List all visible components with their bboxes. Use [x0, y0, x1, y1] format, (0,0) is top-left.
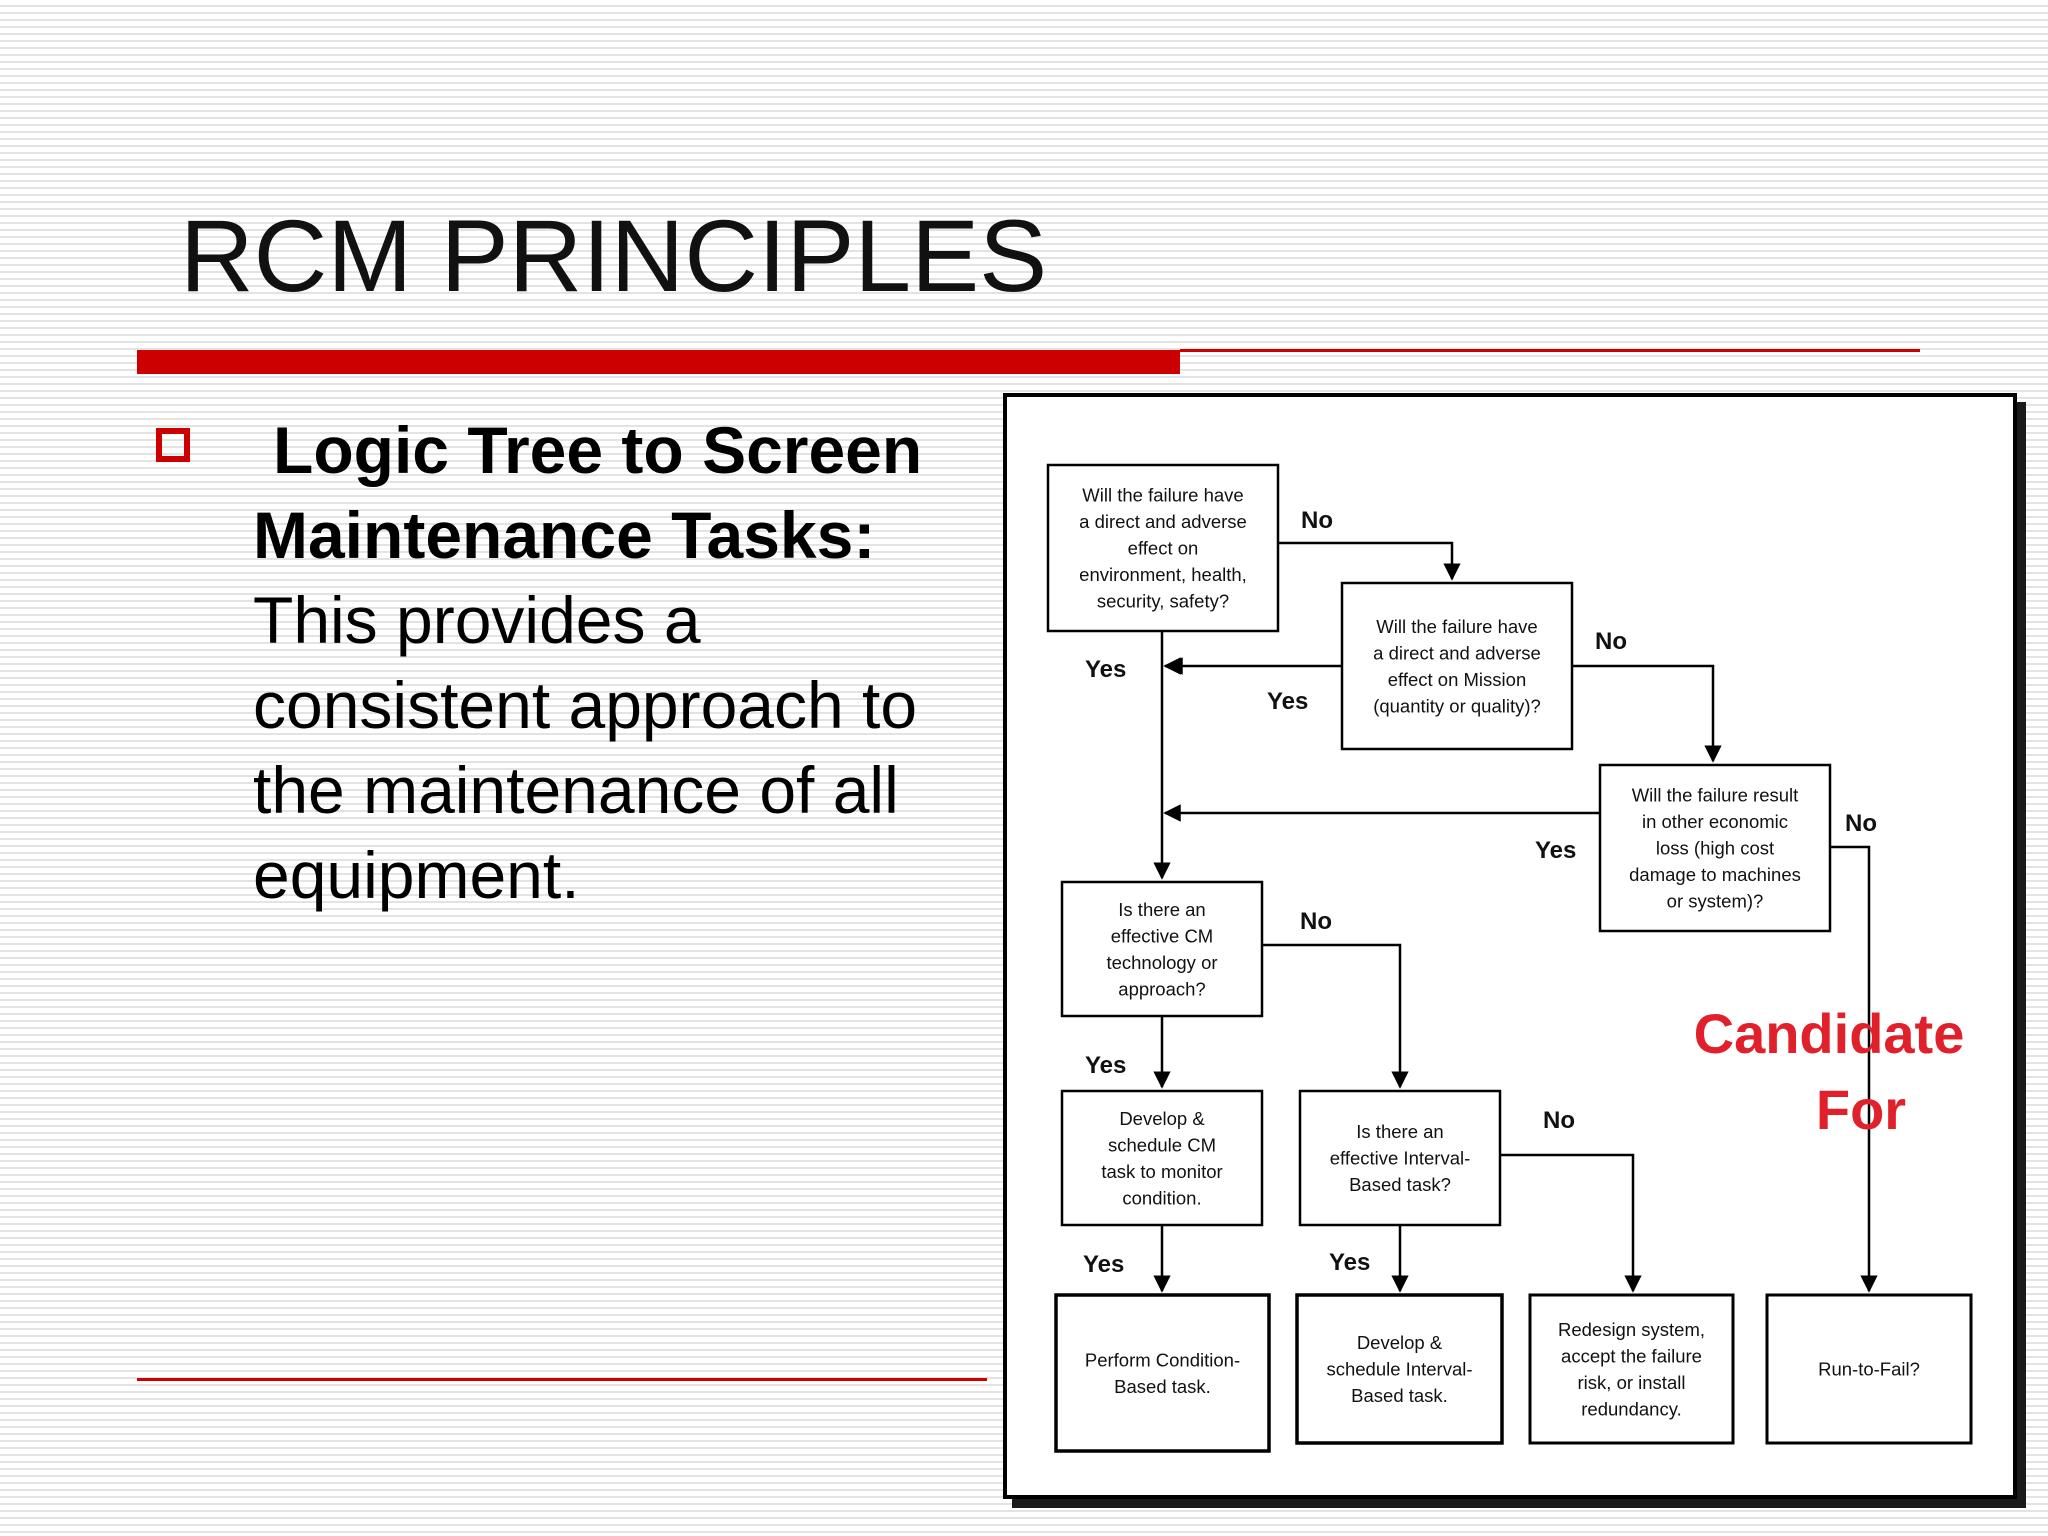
node-text-line: or system)?	[1666, 890, 1764, 912]
node-text-line: Based task?	[1349, 1174, 1451, 1195]
node-text-line: Develop &	[1119, 1107, 1205, 1129]
node-text-line: schedule CM	[1108, 1134, 1216, 1156]
node-q-cm	[1062, 882, 1262, 1016]
node-text-line: condition.	[1122, 1187, 1202, 1209]
logic-tree-diagram	[1003, 393, 2017, 1499]
page-title: RCM PRINCIPLES	[180, 199, 1048, 313]
node-a-perform-cbt	[1056, 1295, 1269, 1451]
node-text-line: Will the failure result	[1631, 784, 1799, 806]
title-divider-thick	[137, 350, 1180, 374]
edge-arrow	[1500, 1155, 1633, 1291]
node-text-line: Run-to-Fail?	[1818, 1358, 1920, 1380]
edge-label-yes-3: Yes	[1535, 837, 1577, 864]
edge-label-no-2: No	[1595, 628, 1627, 655]
node-q-interval	[1300, 1091, 1500, 1225]
node-text-line: technology or	[1106, 951, 1218, 973]
node-text-line: a direct and adverse	[1373, 642, 1541, 664]
bullet-body-line-3: the maintenance of all	[253, 753, 899, 827]
node-text-line: effect on Mission	[1387, 668, 1527, 690]
node-text-line: environment, health,	[1079, 564, 1247, 585]
node-text-line: Redesign system,	[1557, 1318, 1706, 1340]
title-divider-thin	[1180, 349, 1920, 352]
node-q-mission	[1342, 583, 1572, 749]
edge-label-no-3: No	[1845, 810, 1877, 837]
edge-label-no-1: No	[1301, 507, 1333, 534]
node-text-line: in other economic	[1641, 811, 1789, 832]
bullet-body-line-4: equipment.	[253, 838, 580, 912]
edge-arrow	[1572, 666, 1713, 761]
node-a-run-to-fail	[1767, 1295, 1971, 1443]
edge-label-no-4: No	[1300, 908, 1332, 935]
node-q-environment	[1048, 465, 1278, 631]
node-a-redesign	[1530, 1295, 1733, 1443]
node-text-line: Will the failure have	[1376, 615, 1538, 637]
edge-label-no-5: No	[1543, 1107, 1575, 1134]
bullet-body-line-1: This provides a	[253, 583, 701, 657]
bullet-text	[253, 408, 993, 918]
edge-label-yes-6: Yes	[1329, 1249, 1371, 1276]
edge-label-yes-5: Yes	[1083, 1251, 1125, 1278]
node-text-line: effective CM	[1110, 925, 1214, 947]
overlay-candidate-text: Candidate	[1693, 1002, 1965, 1065]
node-text-line: (quantity or quality)?	[1373, 695, 1541, 717]
node-box	[1530, 1295, 1733, 1443]
edge-label-yes-4: Yes	[1085, 1052, 1127, 1079]
node-box	[1342, 583, 1572, 749]
node-text-line: risk, or install	[1577, 1371, 1686, 1393]
node-text-line: effect on	[1127, 537, 1199, 559]
node-text-line: effective Interval-	[1329, 1147, 1471, 1169]
overlay-for-text: For	[1815, 1078, 1907, 1141]
edge-arrow	[1830, 847, 1869, 1291]
footer-divider	[137, 1378, 987, 1381]
node-text-line: task to monitor	[1101, 1160, 1223, 1182]
edge-label-yes-2: Yes	[1267, 688, 1309, 715]
node-text-line: Will the failure have	[1082, 484, 1244, 506]
bullet-square-icon	[156, 428, 190, 462]
node-a-develop-cm	[1062, 1091, 1262, 1225]
node-text-line: redundancy.	[1581, 1398, 1682, 1420]
node-text-line: schedule Interval-	[1326, 1358, 1473, 1380]
node-text-line: accept the failure	[1561, 1345, 1702, 1367]
node-text-line: Based task.	[1114, 1375, 1211, 1397]
node-text-line: loss (high cost	[1655, 837, 1775, 859]
node-a-develop-interval	[1297, 1295, 1502, 1443]
node-text-line: Is there an	[1118, 898, 1206, 920]
logic-tree-svg	[1007, 397, 2013, 1495]
node-text-line: damage to machines	[1629, 864, 1801, 885]
node-text-line: security, safety?	[1096, 590, 1230, 612]
edge-label-yes-1: Yes	[1085, 656, 1127, 683]
bullet-lead-line-2: Maintenance Tasks:	[253, 498, 876, 572]
node-text-line: Is there an	[1356, 1121, 1444, 1142]
node-text-line: Perform Condition-	[1084, 1349, 1241, 1371]
node-text-line: a direct and adverse	[1079, 511, 1247, 532]
node-text-line: Develop &	[1356, 1332, 1443, 1353]
node-box	[1056, 1295, 1269, 1451]
node-text-line: Based task.	[1351, 1385, 1448, 1406]
edge-arrow	[1262, 945, 1400, 1087]
edge-arrow	[1278, 543, 1452, 579]
node-text-line: approach?	[1118, 978, 1206, 1000]
node-q-economic	[1600, 765, 1830, 931]
bullet-lead-line-1: Logic Tree to Screen	[273, 413, 923, 487]
bullet-body-line-2: consistent approach to	[253, 668, 918, 742]
